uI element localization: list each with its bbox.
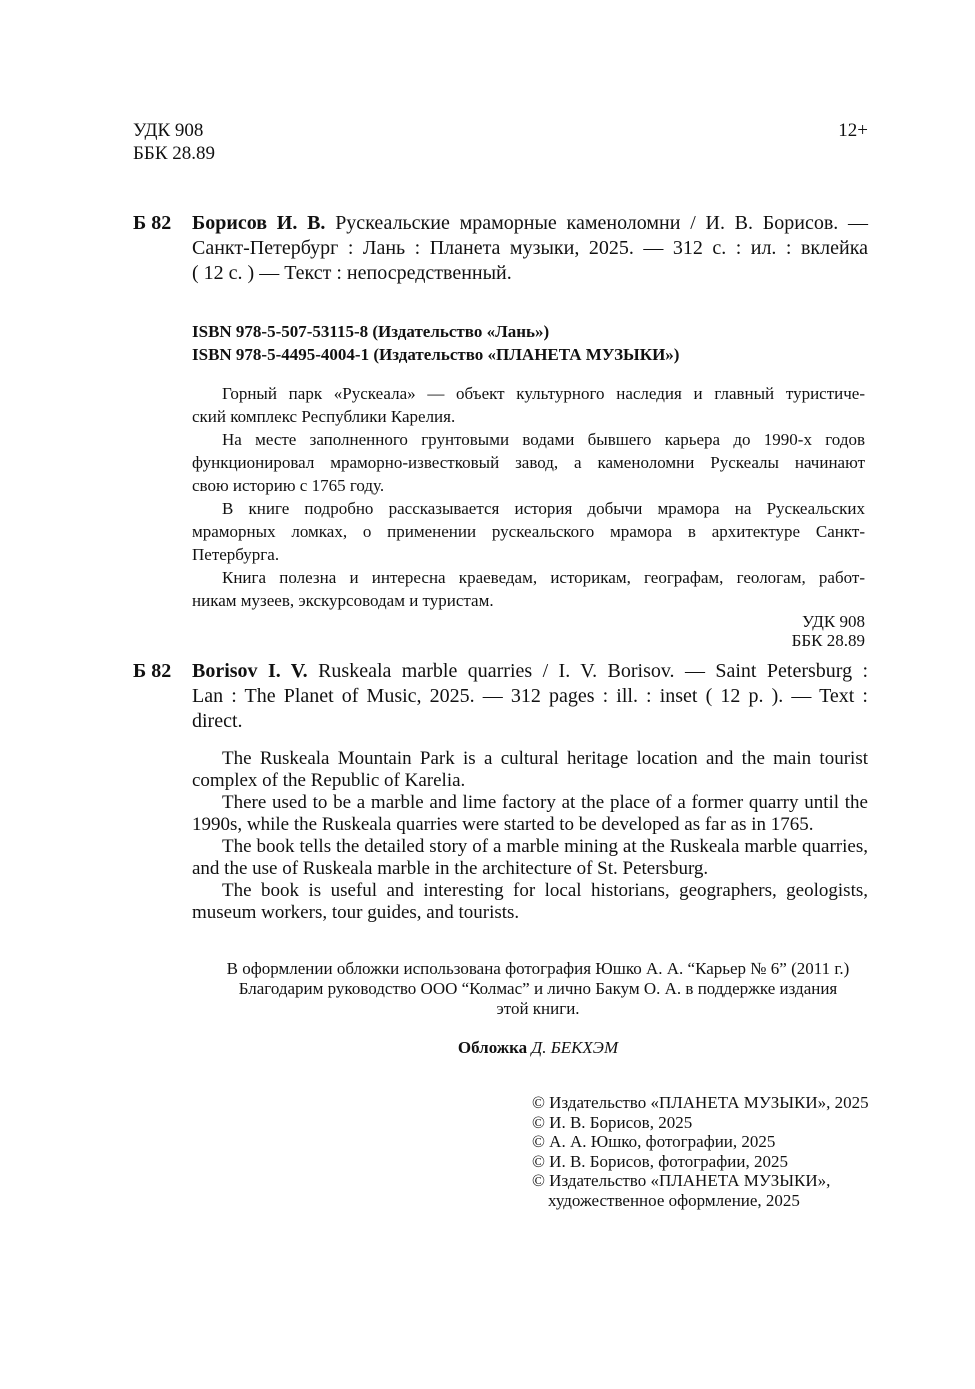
- en-annotation-line: and the use of Ruskeala marble in the architecture of St. Petersburg.: [192, 858, 709, 879]
- ru-annotation-line: функционировал мраморно-известковый завод, а каменоломни Рускеалы начинают: [192, 453, 865, 472]
- ru-annotation-line: ский комплекс Республики Карелия.: [192, 407, 456, 426]
- ru-record-line-2: Санкт-Петербург : Лань : Планета музыки, 2025. — 312 с. : ил. : вклейка: [192, 237, 868, 259]
- ru-annotation-paragraph: [192, 382, 865, 428]
- ru-annotation-line: Петербурга.: [192, 545, 280, 564]
- ru-author: Борисов И. В.: [192, 212, 326, 234]
- copyright-line: © Издательство «ПЛАНЕТА МУЗЫКИ», 2025: [532, 1093, 869, 1112]
- isbn-planeta: ISBN 978-5-4495-4004-1 (Издательство «ПЛАНЕТА МУЗЫКИ»): [192, 345, 680, 364]
- cover-photo-credit: В оформлении обложки использована фотография Юшко А. А. “Карьер № 6” (2011 г.): [226, 959, 850, 978]
- copyright-line: художественное оформление, 2025: [548, 1190, 800, 1210]
- en-record-line-3: direct.: [192, 710, 243, 732]
- cover-designer: [130, 1036, 946, 1059]
- ru-annotation-line: свою историю с 1765 году.: [192, 476, 385, 495]
- copyright-line: © И. В. Борисов, 2025: [532, 1112, 693, 1132]
- ru-annotation-line: В книге подробно рассказывается история добычи мрамора на Рускеальских: [222, 499, 865, 518]
- ru-annotation-paragraph: [192, 497, 865, 566]
- copyright-line: © Издательство «ПЛАНЕТА МУЗЫКИ»,: [532, 1171, 831, 1190]
- acknowledgement-line-end: этой книги.: [496, 999, 580, 1018]
- en-bibliographic-record: [192, 659, 868, 734]
- ru-title-line: Рускеальские мраморные каменоломни / И. В. Борисов. —: [335, 212, 869, 234]
- ru-annotation: [192, 382, 865, 612]
- en-annotation-paragraph: [192, 880, 868, 924]
- acknowledgement-line: Благодарим руководство ООО “Колмас” и лично Бакум О. А. в поддержке издания: [238, 979, 838, 998]
- ru-annotation-line: Горный парк «Рускеала» — объект культурного наследия и главный туристиче-: [222, 384, 865, 403]
- ru-annotation-line: мраморных ломках, о применении рускеальского мрамора в архитектуре Санкт-: [192, 522, 865, 541]
- en-annotation-line: The book tells the detailed story of a marble mining at the Ruskeala marble quarries,: [222, 836, 868, 857]
- ru-annotation-paragraph: [192, 566, 865, 612]
- copyright-block: [532, 1093, 869, 1210]
- udk-right: УДК 908: [801, 612, 865, 631]
- en-author: Borisov I. V.: [192, 660, 308, 682]
- en-title-line: Ruskeala marble quarries / I. V. Borisov. — Saint Petersburg :: [318, 660, 869, 682]
- age-rating: 12+: [838, 120, 868, 141]
- en-annotation-line: complex of the Republic of Karelia.: [192, 770, 466, 791]
- en-record-line-2: Lan : The Planet of Music, 2025. — 312 pages : ill. : inset ( 12 p. ). — Text :: [192, 685, 868, 707]
- en-annotation-line: museum workers, tour guides, and tourists.: [192, 902, 520, 923]
- ru-annotation-paragraph: [192, 428, 865, 497]
- ru-record-line-3: ( 12 с. ) — Текст : непосредственный.: [192, 262, 512, 284]
- copyright-line: © И. В. Борисов, фотографии, 2025: [532, 1151, 788, 1171]
- en-annotation-paragraph: [192, 748, 868, 792]
- ru-bibliographic-record: [192, 211, 868, 286]
- bbk-header: ББК 28.89: [133, 143, 215, 164]
- ru-annotation-line: Книга полезна и интересна краеведам, историкам, географам, геологам, работ-: [222, 568, 865, 587]
- cover-credits: [130, 959, 946, 1019]
- en-annotation-line: The book is useful and interesting for local historians, geographers, geologists,: [222, 880, 868, 901]
- copyright-line: © А. А. Юшко, фотографии, 2025: [532, 1132, 776, 1151]
- bbk-right: ББК 28.89: [791, 631, 865, 650]
- en-annotation-paragraph: [192, 836, 868, 880]
- en-annotation-paragraph: [192, 792, 868, 836]
- ru-annotation-line: На месте заполненного грунтовыми водами бывшего карьера до 1990-х годов: [222, 430, 865, 449]
- udk-header: УДК 908: [133, 120, 204, 141]
- isbn-lan: ISBN 978-5-507-53115-8 (Издательство «Лань»): [192, 322, 550, 341]
- en-annotation-line: 1990s, while the Ruskeala quarries were started to be developed as far as in 1765.: [192, 814, 814, 835]
- ru-annotation-line: никам музеев, экскурсоводам и туристам.: [192, 591, 494, 610]
- cover-label: Обложка: [457, 1038, 528, 1057]
- en-annotation-line: The Ruskeala Mountain Park is a cultural heritage location and the main tourist: [222, 748, 868, 769]
- en-annotation: [192, 748, 868, 924]
- ru-catalog-code: Б 82: [133, 212, 172, 234]
- en-catalog-code: Б 82: [133, 660, 172, 682]
- en-annotation-line: There used to be a marble and lime factory at the place of a former quarry until the: [222, 792, 868, 813]
- cover-designer-name: Д. БЕКХЭМ: [531, 1038, 619, 1057]
